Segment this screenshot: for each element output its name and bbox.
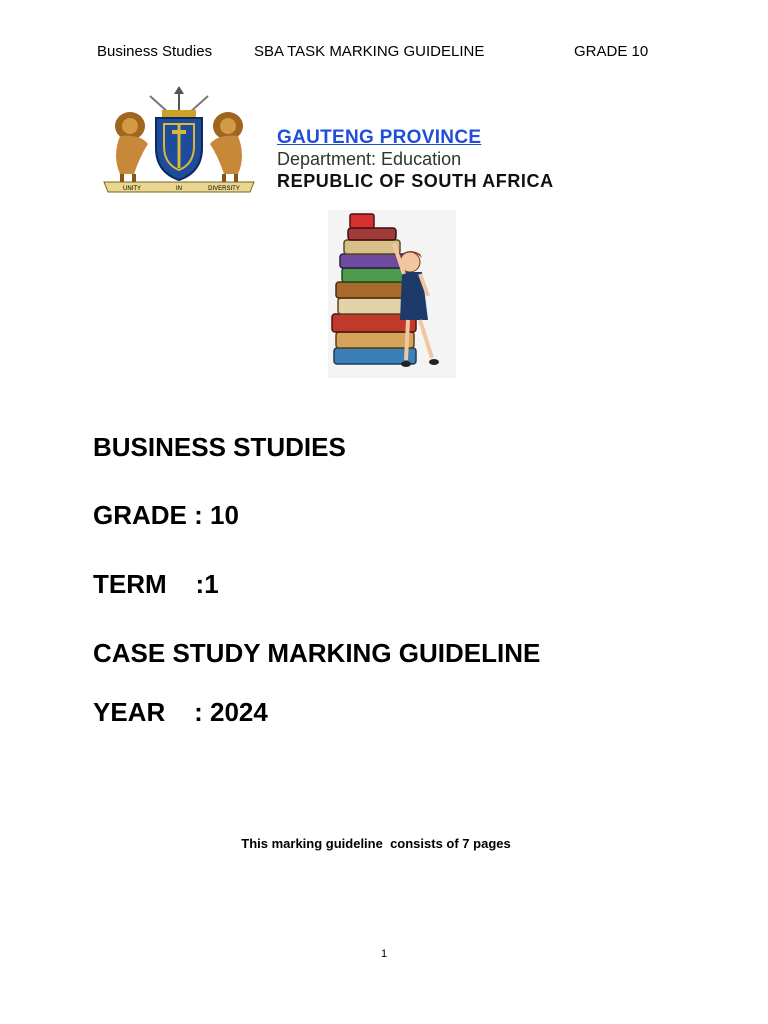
coat-of-arms-icon bbox=[100, 86, 258, 194]
page-number: 1 bbox=[380, 948, 388, 960]
cover-year: YEAR : 2024 bbox=[93, 697, 268, 727]
motto-right: DIVERSITY bbox=[208, 186, 240, 192]
header-grade: GRADE 10 bbox=[574, 43, 649, 60]
republic-title: REPUBLIC OF SOUTH AFRICA bbox=[277, 171, 554, 191]
motto-mid: IN bbox=[176, 186, 182, 192]
header-subject: Business Studies bbox=[97, 43, 213, 60]
cover-title: CASE STUDY MARKING GUIDELINE bbox=[93, 638, 541, 668]
department-title: Department: Education bbox=[277, 149, 462, 169]
header-task: SBA TASK MARKING GUIDELINE bbox=[254, 43, 485, 60]
cover-subject: BUSINESS STUDIES bbox=[93, 432, 346, 462]
motto-left: UNITY bbox=[123, 186, 141, 192]
cover-term: TERM :1 bbox=[93, 569, 219, 599]
province-title: GAUTENG PROVINCE bbox=[277, 127, 482, 148]
child-climbing-book-stack-icon bbox=[328, 210, 456, 378]
page-count-note: This marking guideline consists of 7 pages bbox=[241, 836, 511, 851]
cover-grade: GRADE : 10 bbox=[93, 500, 239, 530]
